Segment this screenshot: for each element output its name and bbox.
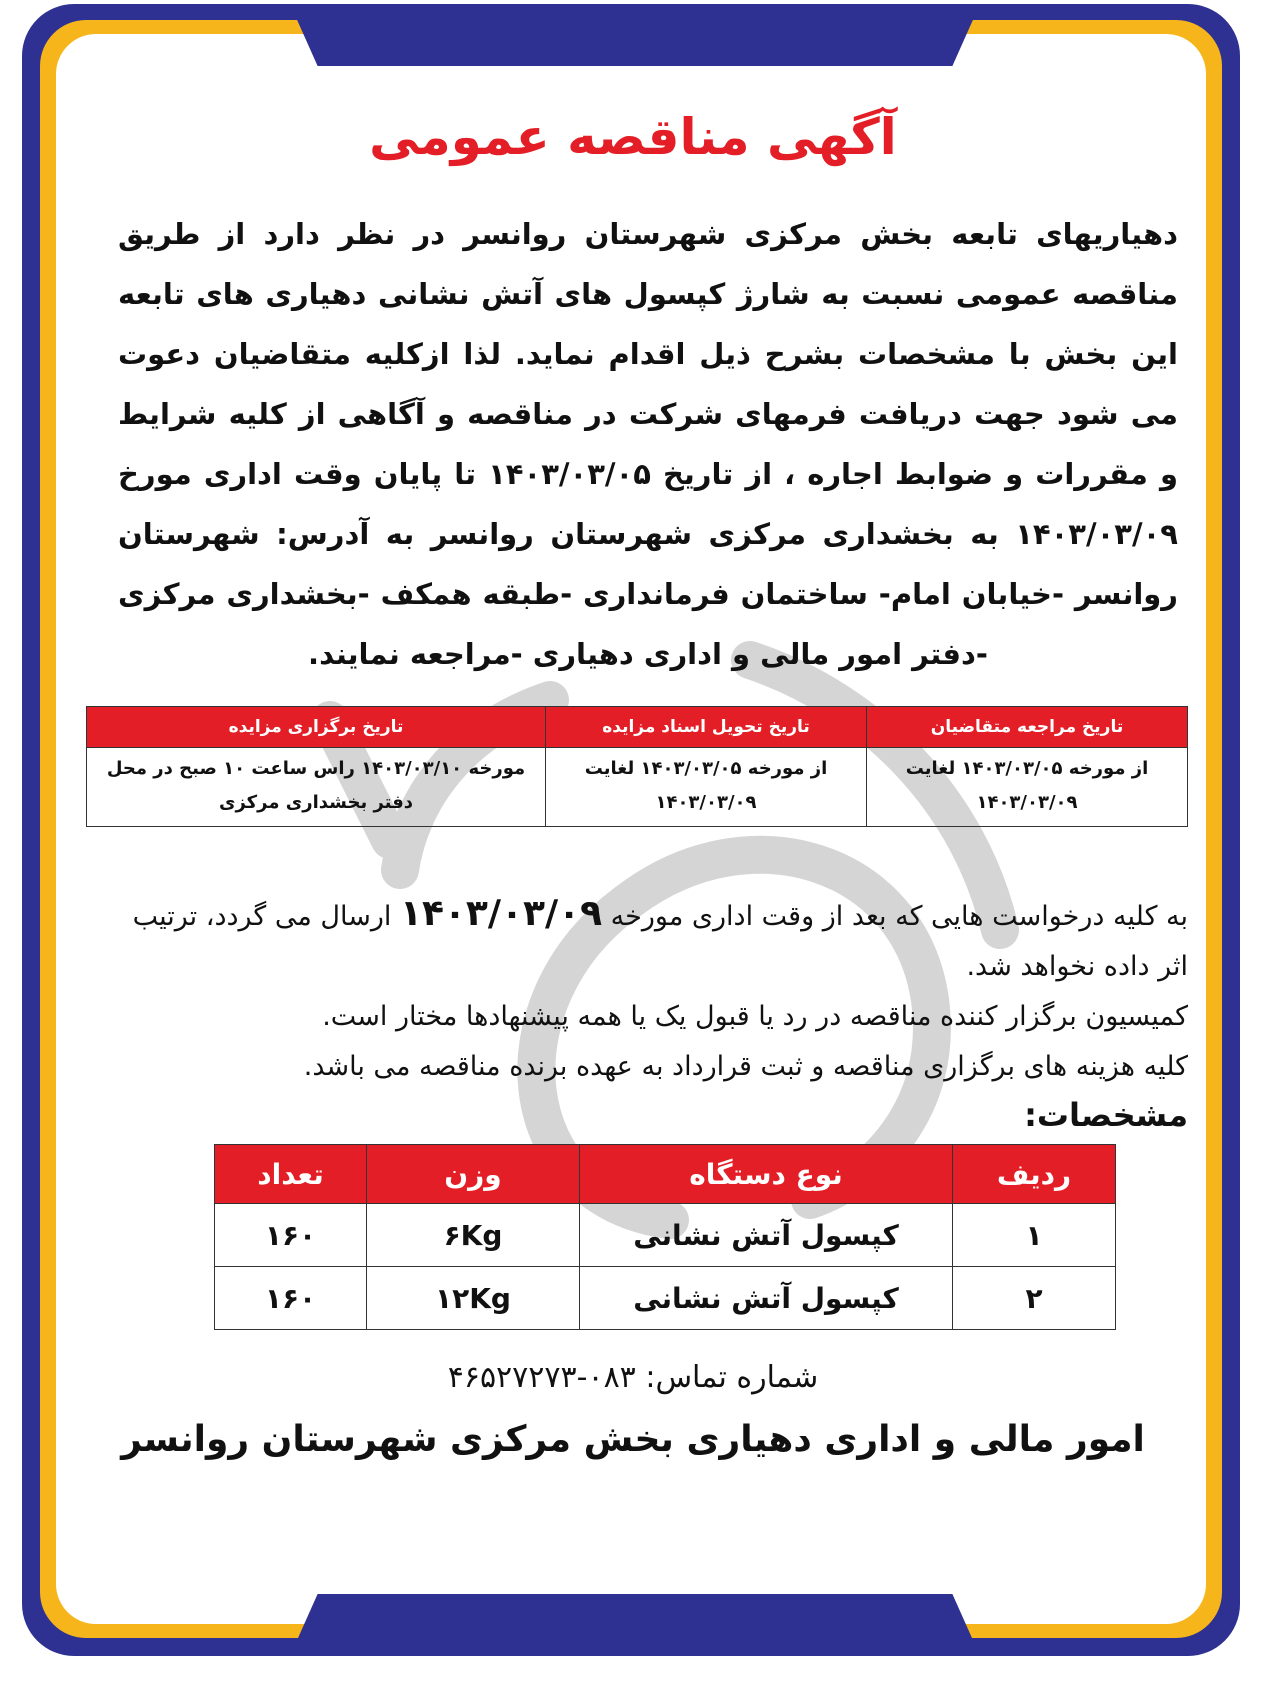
dates-value-cell: از مورخه ۱۴۰۳/۰۳/۰۵ لغایت ۱۴۰۳/۰۳/۰۹ <box>546 748 867 827</box>
specs-header-cell: نوع دستگاه <box>580 1145 953 1204</box>
dates-header-row <box>87 707 1188 748</box>
dates-value-cell: مورخه ۱۴۰۳/۰۳/۱۰ راس ساعت ۱۰ صبح در محل دفتر بخشداری مرکزی <box>87 748 546 827</box>
specs-header-cell: ردیف <box>953 1145 1116 1204</box>
notice-title: آگهی مناقصه عمومی <box>369 108 897 166</box>
note-line-1 <box>118 889 1188 992</box>
dates-value-row <box>87 748 1188 827</box>
note-text: به کلیه درخواست هایی که بعد از وقت اداری مورخه <box>610 901 1188 932</box>
notes-block <box>118 889 1188 1092</box>
device-type: کپسول آتش نشانی <box>580 1204 953 1267</box>
note-line-2: کمیسیون برگزار کننده مناقصه در رد یا قبول یک یا همه پیشنهادها مختار است. <box>322 1001 1188 1032</box>
row-number: ۲ <box>953 1267 1116 1330</box>
issuer-footer: امور مالی و اداری دهیاری بخش مرکزی شهرستان روانسر <box>121 1419 1145 1460</box>
dates-header-cell: تاریخ مراجعه متقاضیان <box>867 707 1188 748</box>
device-weight: ۶Kg <box>367 1204 580 1267</box>
note-line-3: کلیه هزینه های برگزاری مناقصه و ثبت قرارداد به عهده برنده مناقصه می باشد. <box>303 1051 1188 1082</box>
deadline-date: ۱۴۰۳/۰۳/۰۹ <box>400 893 603 934</box>
top-decorative-tab <box>290 4 980 66</box>
device-type: کپسول آتش نشانی <box>580 1267 953 1330</box>
dates-table <box>86 706 1188 827</box>
bottom-decorative-tab <box>290 1594 980 1656</box>
specs-table <box>214 1144 1116 1330</box>
notice-content <box>78 90 1188 1460</box>
device-weight: ۱۲Kg <box>367 1267 580 1330</box>
device-count: ۱۶۰ <box>215 1204 367 1267</box>
dates-header-cell: تاریخ تحویل اسناد مزایده <box>546 707 867 748</box>
table-row <box>215 1204 1116 1267</box>
row-number: ۱ <box>953 1204 1116 1267</box>
contact-phone: شماره تماس: ۰۸۳-۴۶۵۲۷۲۷۳ <box>447 1360 819 1395</box>
specs-heading: مشخصات: <box>1024 1096 1188 1134</box>
dates-header-cell: تاریخ برگزاری مزایده <box>87 707 546 748</box>
specs-header-cell: تعداد <box>215 1145 367 1204</box>
dates-value-cell: از مورخه ۱۴۰۳/۰۳/۰۵ لغایت ۱۴۰۳/۰۳/۰۹ <box>867 748 1188 827</box>
specs-header-cell: وزن <box>367 1145 580 1204</box>
table-row <box>215 1267 1116 1330</box>
device-count: ۱۶۰ <box>215 1267 367 1330</box>
specs-header-row <box>215 1145 1116 1204</box>
note-text: ارسال می گردد، ترتیب اثر داده نخواهد شد. <box>132 901 1188 982</box>
intro-paragraph: دهیاریهای تابعه بخش مرکزی شهرستان روانسر در نظر دارد از طریق مناقصه عمومی نسبت به شارژ کپسول های آتش نشانی دهیاری های تابعه این بخش با مشخصات بشرح ذیل اقدام نماید. لذا ازکلیه متقاضیان دعوت می شود جهت دریافت فرمهای شرکت در مناقصه و آگاهی از کلیه شرایط و مقررات و ضوابط اجاره ، از تاریخ ۱۴۰۳/۰۳/۰۵ تا پایان وقت اداری مورخ ۱۴۰۳/۰۳/۰۹ به بخشداری مرکزی شهرستان روانسر به آدرس: شهرستان روانسر -خیابان امام- ساختمان فرمانداری -طبقه همکف -بخشداری مرکزی -دفتر امور مالی و اداری دهیاری -مراجعه نمایند. <box>118 217 1178 671</box>
